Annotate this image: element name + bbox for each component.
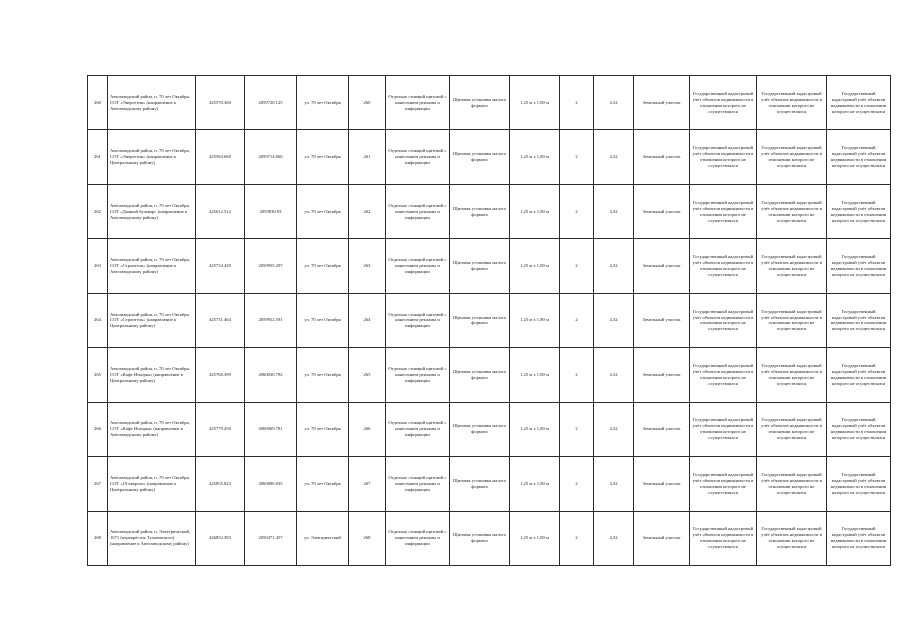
- construction-type-cell: Отдельно стоящий щитовой с нанесением рекламы и информации: [386, 293, 450, 347]
- coord-y-cell: 2060030.792: [245, 348, 297, 402]
- sides-cell: 2: [560, 76, 594, 130]
- area-cell: 4,32: [594, 402, 634, 456]
- cadastral-status-2-cell: Государственный кадастровый учёт объектов недвижимости в отношении которого не осуществлялся: [757, 130, 827, 184]
- street-cell: ул. Электрический: [297, 511, 349, 566]
- cadastral-status-1-cell: Государственный кадастровый учёт объектов недвижимости в отношении которого не осуществлялся: [690, 130, 757, 184]
- land-type-cell: Земельный участок: [634, 293, 690, 347]
- street-cell: ул. 70 лет Октября: [297, 348, 349, 402]
- sides-cell: 2: [560, 457, 594, 511]
- field-size-cell: 1,25 м х 1,80 м: [510, 293, 560, 347]
- land-type-cell: Земельный участок: [634, 130, 690, 184]
- sides-cell: 2: [560, 402, 594, 456]
- construction-type-cell: Отдельно стоящий щитовой с нанесением рекламы и информации: [386, 130, 450, 184]
- coord-x-cell: 425612.512: [196, 184, 245, 238]
- area-cell: 4,32: [594, 239, 634, 293]
- street-cell: ул. 70 лет Октября: [297, 184, 349, 238]
- coord-x-cell: 425760.399: [196, 348, 245, 402]
- registry-table: [87, 75, 891, 566]
- cadastral-status-1-cell: Государственный кадастровый учёт объектов недвижимости в отношении которого не осуществлялся: [690, 76, 757, 130]
- construction-number-cell: 263: [349, 239, 386, 293]
- cadastral-status-1-cell: Государственный кадастровый учёт объектов недвижимости в отношении которого не осуществлялся: [690, 402, 757, 456]
- construction-view-cell: Щитовая установка малого формата: [450, 457, 510, 511]
- field-size-cell: 1,25 м х 1,80 м: [510, 76, 560, 130]
- cadastral-status-3-cell: Государственный кадастровый учёт объектов недвижимости в отношении которого не осуществлялся: [827, 348, 891, 402]
- construction-number-cell: 266: [349, 402, 386, 456]
- row-number: 268: [88, 511, 108, 566]
- construction-view-cell: Щитовая установка малого формата: [450, 511, 510, 566]
- cadastral-status-2-cell: Государственный кадастровый учёт объектов недвижимости в отношении которого не осуществлялся: [757, 184, 827, 238]
- row-number: 264: [88, 293, 108, 347]
- land-type-cell: Земельный участок: [634, 184, 690, 238]
- sides-cell: 2: [560, 293, 594, 347]
- construction-view-cell: Щитовая установка малого формата: [450, 293, 510, 347]
- land-type-cell: Земельный участок: [634, 457, 690, 511]
- address-cell: Автозаводский район, п. 70 лет Октября, СОТ «19 квартал» (направление к Центральному району): [108, 457, 196, 511]
- construction-view-cell: Щитовая установка малого формата: [450, 130, 510, 184]
- cadastral-status-1-cell: Государственный кадастровый учёт объектов недвижимости в отношении которого не осуществлялся: [690, 348, 757, 402]
- construction-view-cell: Щитовая установка малого формата: [450, 184, 510, 238]
- coord-x-cell: 425563.660: [196, 130, 245, 184]
- construction-number-cell: 262: [349, 184, 386, 238]
- cadastral-status-2-cell: Государственный кадастровый учёт объектов недвижимости в отношении которого не осуществлялся: [757, 457, 827, 511]
- field-size-cell: 1,25 м х 1,80 м: [510, 348, 560, 402]
- area-cell: 4,32: [594, 511, 634, 566]
- address-cell: Автозаводский район, п. 70 лет Октября, СОТ «Дачный бульвар» (направление к Автозаводскому району): [108, 184, 196, 238]
- area-cell: 4,32: [594, 293, 634, 347]
- construction-type-cell: Отдельно стоящий щитовой с нанесением рекламы и информации: [386, 511, 450, 566]
- cadastral-status-1-cell: Государственный кадастровый учёт объектов недвижимости в отношении которого не осуществлялся: [690, 239, 757, 293]
- address-cell: Автозаводский район, п. 70 лет Октября, СОТ «Строитель» (направление к Центральному району): [108, 293, 196, 347]
- land-type-cell: Земельный участок: [634, 348, 690, 402]
- coord-y-cell: 2059830.93: [245, 184, 297, 238]
- construction-number-cell: 264: [349, 293, 386, 347]
- construction-view-cell: Щитовая установка малого формата: [450, 239, 510, 293]
- address-cell: Автозаводский район, п. 70 лет Октября, СОТ «Кафе Искорка» (направление к Центральному району): [108, 348, 196, 402]
- table-row: [88, 402, 891, 456]
- street-cell: ул. 70 лет Октября: [297, 293, 349, 347]
- coord-x-cell: 425570.360: [196, 76, 245, 130]
- coord-x-cell: 425734.439: [196, 239, 245, 293]
- field-size-cell: 1,25 м х 1,80 м: [510, 511, 560, 566]
- table-row: [88, 511, 891, 566]
- table-row: [88, 348, 891, 402]
- field-size-cell: 1,25 м х 1,80 м: [510, 184, 560, 238]
- cadastral-status-3-cell: Государственный кадастровый учёт объектов недвижимости в отношении которого не осуществлялся: [827, 184, 891, 238]
- street-cell: ул. 70 лет Октября: [297, 402, 349, 456]
- coord-x-cell: 426852.393: [196, 511, 245, 566]
- street-cell: ул. 70 лет Октября: [297, 130, 349, 184]
- construction-type-cell: Отдельно стоящий щитовой с нанесением рекламы и информации: [386, 402, 450, 456]
- cadastral-status-1-cell: Государственный кадастровый учёт объектов недвижимости в отношении которого не осуществлялся: [690, 293, 757, 347]
- street-cell: ул. 70 лет Октября: [297, 76, 349, 130]
- field-size-cell: 1,25 м х 1,80 м: [510, 457, 560, 511]
- land-type-cell: Земельный участок: [634, 76, 690, 130]
- table-row: [88, 239, 891, 293]
- coord-x-cell: 425779.450: [196, 402, 245, 456]
- land-type-cell: Земельный участок: [634, 511, 690, 566]
- area-cell: 4,32: [594, 184, 634, 238]
- cadastral-status-3-cell: Государственный кадастровый учёт объектов недвижимости в отношении которого не осуществлялся: [827, 457, 891, 511]
- address-cell: Автозаводский район, п. 70 лет Октября, СОТ «Кафе Искорка» (направление к Автозаводскому району): [108, 402, 196, 456]
- cadastral-status-2-cell: Государственный кадастровый учёт объектов недвижимости в отношении которого не осуществлялся: [757, 239, 827, 293]
- table-row: [88, 184, 891, 238]
- construction-type-cell: Отдельно стоящий щитовой с нанесением рекламы и информации: [386, 348, 450, 402]
- coord-x-cell: 425855.823: [196, 457, 245, 511]
- street-cell: ул. 70 лет Октября: [297, 239, 349, 293]
- cadastral-status-2-cell: Государственный кадастровый учёт объектов недвижимости в отношении которого не осуществлялся: [757, 293, 827, 347]
- construction-number-cell: 260: [349, 76, 386, 130]
- cadastral-status-1-cell: Государственный кадастровый учёт объектов недвижимости в отношении которого не осуществлялся: [690, 457, 757, 511]
- row-number: 263: [88, 239, 108, 293]
- coord-y-cell: 2060069.781: [245, 402, 297, 456]
- row-number: 260: [88, 76, 108, 130]
- construction-view-cell: Щитовая установка малого формата: [450, 348, 510, 402]
- land-type-cell: Земельный участок: [634, 239, 690, 293]
- address-cell: Автозаводский район, п. Электрический, 1071 (перекрёсток Тухачевского) (направление к Автозаводскому району): [108, 511, 196, 566]
- street-cell: ул. 70 лет Октября: [297, 457, 349, 511]
- area-cell: 4,32: [594, 457, 634, 511]
- cadastral-status-3-cell: Государственный кадастровый учёт объектов недвижимости в отношении которого не осуществлялся: [827, 511, 891, 566]
- row-number: 265: [88, 348, 108, 402]
- sides-cell: 2: [560, 511, 594, 566]
- construction-type-cell: Отдельно стоящий щитовой с нанесением рекламы и информации: [386, 239, 450, 293]
- address-cell: Автозаводский район, п. 70 лет Октября, СОТ «Энергетик» (направление к Центральному району): [108, 130, 196, 184]
- construction-view-cell: Щитовая установка малого формата: [450, 76, 510, 130]
- cadastral-status-3-cell: Государственный кадастровый учёт объектов недвижимости в отношении которого не осуществлялся: [827, 293, 891, 347]
- coord-y-cell: 2059720.125: [245, 76, 297, 130]
- address-cell: Автозаводский район, п. 70 лет Октября, СОТ «Энергетик» (направление к Автозаводскому району): [108, 76, 196, 130]
- construction-type-cell: Отдельно стоящий щитовой с нанесением рекламы и информации: [386, 76, 450, 130]
- cadastral-status-1-cell: Государственный кадастровый учёт объектов недвижимости в отношении которого не осуществлялся: [690, 184, 757, 238]
- coord-y-cell: 2059955.297: [245, 239, 297, 293]
- construction-type-cell: Отдельно стоящий щитовой с нанесением рекламы и информации: [386, 457, 450, 511]
- cadastral-status-2-cell: Государственный кадастровый учёт объектов недвижимости в отношении которого не осуществлялся: [757, 348, 827, 402]
- cadastral-status-1-cell: Государственный кадастровый учёт объектов недвижимости в отношении которого не осуществлялся: [690, 511, 757, 566]
- sides-cell: 2: [560, 239, 594, 293]
- coord-y-cell: 2059952.591: [245, 293, 297, 347]
- area-cell: 4,32: [594, 130, 634, 184]
- cadastral-status-3-cell: Государственный кадастровый учёт объектов недвижимости в отношении которого не осуществлялся: [827, 76, 891, 130]
- field-size-cell: 1,25 м х 1,80 м: [510, 402, 560, 456]
- table-row: [88, 293, 891, 347]
- sides-cell: 2: [560, 130, 594, 184]
- coord-y-cell: 2059471.457: [245, 511, 297, 566]
- sides-cell: 2: [560, 184, 594, 238]
- field-size-cell: 1,25 м х 1,80 м: [510, 130, 560, 184]
- cadastral-status-3-cell: Государственный кадастровый учёт объектов недвижимости в отношении которого не осуществлялся: [827, 130, 891, 184]
- coord-y-cell: 2060086.835: [245, 457, 297, 511]
- row-number: 267: [88, 457, 108, 511]
- table-row: [88, 130, 891, 184]
- row-number: 266: [88, 402, 108, 456]
- construction-number-cell: 267: [349, 457, 386, 511]
- cadastral-status-3-cell: Государственный кадастровый учёт объектов недвижимости в отношении которого не осуществлялся: [827, 239, 891, 293]
- field-size-cell: 1,25 м х 1,80 м: [510, 239, 560, 293]
- sides-cell: 2: [560, 348, 594, 402]
- area-cell: 4,32: [594, 348, 634, 402]
- cadastral-status-2-cell: Государственный кадастровый учёт объектов недвижимости в отношении которого не осуществлялся: [757, 511, 827, 566]
- construction-number-cell: 261: [349, 130, 386, 184]
- table-row: [88, 76, 891, 130]
- cadastral-status-2-cell: Государственный кадастровый учёт объектов недвижимости в отношении которого не осуществлялся: [757, 402, 827, 456]
- construction-number-cell: 265: [349, 348, 386, 402]
- table-row: [88, 457, 891, 511]
- row-number: 261: [88, 130, 108, 184]
- construction-view-cell: Щитовая установка малого формата: [450, 402, 510, 456]
- row-number: 262: [88, 184, 108, 238]
- area-cell: 4,32: [594, 76, 634, 130]
- construction-type-cell: Отдельно стоящий щитовой с нанесением рекламы и информации: [386, 184, 450, 238]
- coord-y-cell: 2059714.660: [245, 130, 297, 184]
- cadastral-status-3-cell: Государственный кадастровый учёт объектов недвижимости в отношении которого не осуществлялся: [827, 402, 891, 456]
- construction-number-cell: 268: [349, 511, 386, 566]
- coord-x-cell: 425731.464: [196, 293, 245, 347]
- address-cell: Автозаводский район, п. 70 лет Октября, СОТ «Строитель» (направление к Автозаводскому району): [108, 239, 196, 293]
- registry-rows: [88, 76, 891, 566]
- land-type-cell: Земельный участок: [634, 402, 690, 456]
- cadastral-status-2-cell: Государственный кадастровый учёт объектов недвижимости в отношении которого не осуществлялся: [757, 76, 827, 130]
